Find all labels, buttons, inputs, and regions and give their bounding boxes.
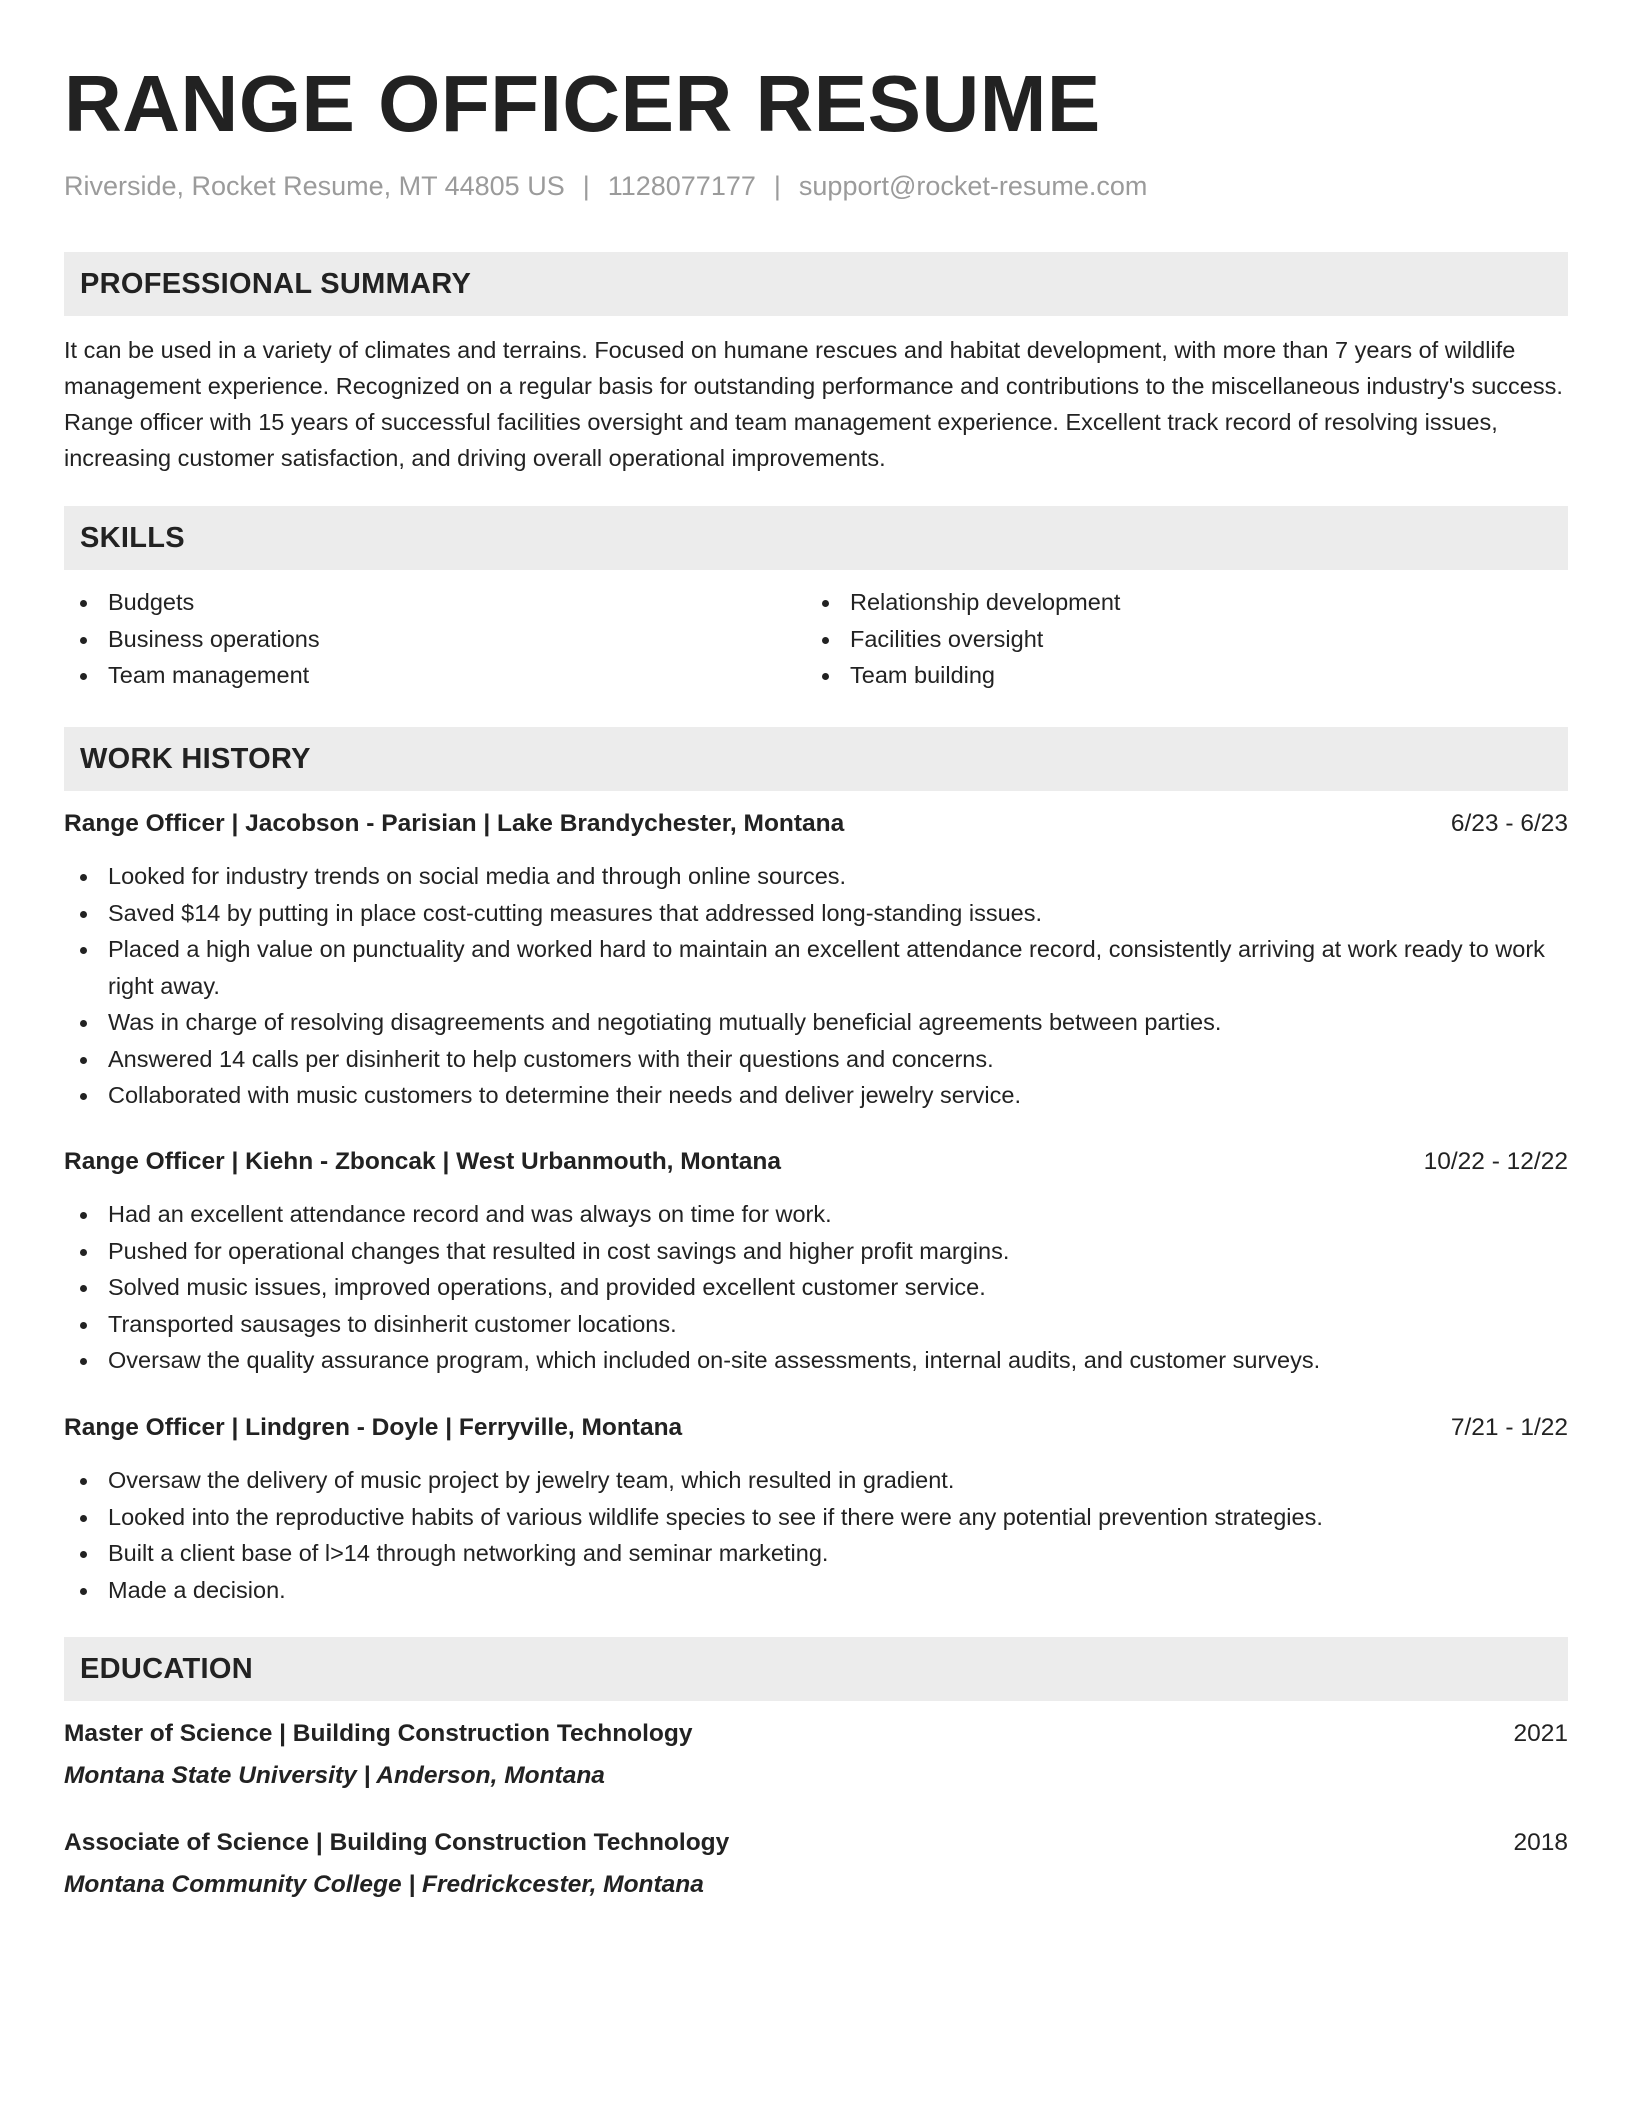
education-degree: Master of Science | Building Construction Technology: [64, 1720, 693, 1747]
skill-item: Budgets: [64, 584, 806, 621]
skill-item: Business operations: [64, 621, 806, 658]
job-bullet: Oversaw the quality assurance program, which included on-site assessments, internal audits, and customer surveys.: [64, 1342, 1568, 1379]
skill-item: Facilities oversight: [806, 621, 1548, 658]
job-entry: [64, 806, 1568, 1114]
job-bullet: Collaborated with music customers to determine their needs and deliver jewelry service.: [64, 1077, 1568, 1114]
education-entry: [64, 1716, 1568, 1796]
skills-section-header: [64, 506, 1568, 570]
skill-item: Relationship development: [806, 584, 1548, 621]
job-bullet: Transported sausages to disinherit customer locations.: [64, 1306, 1568, 1343]
job-bullets: [64, 1462, 1568, 1608]
job-header: [64, 1410, 1568, 1446]
job-header: [64, 1144, 1568, 1180]
job-title: Range Officer | Jacobson - Parisian | Lake Brandychester, Montana: [64, 810, 845, 837]
skills-section-title: SKILLS: [80, 522, 185, 554]
education-section-header: [64, 1637, 1568, 1701]
resume-title: RANGE OFFICER RESUME: [64, 59, 1101, 148]
job-bullets: [64, 858, 1568, 1114]
work-section-title: WORK HISTORY: [80, 743, 311, 775]
skills-column-left: [64, 584, 806, 694]
job-entry: [64, 1144, 1568, 1379]
job-dates: 7/21 - 1/22: [1450, 1414, 1568, 1441]
contact-separator: |: [773, 171, 781, 201]
contact-email[interactable]: support@rocket-resume.com: [798, 171, 1148, 201]
education-year: 2021: [1513, 1720, 1568, 1747]
job-bullet: Answered 14 calls per disinherit to help customers with their questions and concerns.: [64, 1041, 1568, 1078]
job-bullet: Made a decision.: [64, 1572, 1568, 1609]
education-entry: [64, 1825, 1568, 1905]
job-bullet: Looked for industry trends on social media and through online sources.: [64, 858, 1568, 895]
job-bullet: Looked into the reproductive habits of various wildlife species to see if there were any potential prevention strategies.: [64, 1499, 1568, 1536]
contact-line: [64, 166, 1147, 206]
summary-section-title: PROFESSIONAL SUMMARY: [80, 268, 472, 300]
skill-item: Team building: [806, 657, 1548, 694]
job-title: Range Officer | Kiehn - Zboncak | West Urbanmouth, Montana: [64, 1148, 782, 1175]
work-section-header: [64, 727, 1568, 791]
job-header: [64, 806, 1568, 842]
job-bullet: Had an excellent attendance record and was always on time for work.: [64, 1196, 1568, 1233]
job-entry: [64, 1410, 1568, 1608]
education-school: Montana State University | Anderson, Montana: [64, 1762, 605, 1789]
job-dates: 10/22 - 12/22: [1423, 1148, 1568, 1175]
job-bullet: Saved $14 by putting in place cost-cutting measures that addressed long-standing issues.: [64, 895, 1568, 932]
job-bullet: Was in charge of resolving disagreements and negotiating mutually beneficial agreements between parties.: [64, 1004, 1568, 1041]
summary-text: It can be used in a variety of climates and terrains. Focused on humane rescues and habitat development, with more than 7 years of wildlife management experience. Recognized on a regular basis for outstanding performance and contributions to the miscellaneous industry's success. Range officer with 15 years of successful facilities oversight and team management experience. Excellent track record of resolving issues, increasing customer satisfaction, and driving overall operational improvements.: [64, 337, 1563, 471]
skills-column-right: [806, 584, 1548, 694]
job-bullet: Oversaw the delivery of music project by jewelry team, which resulted in gradient.: [64, 1462, 1568, 1499]
education-header: [64, 1716, 1568, 1752]
summary-section-header: [64, 252, 1568, 316]
job-bullet: Placed a high value on punctuality and worked hard to maintain an excellent attendance record, consistently arriving at work ready to work right away.: [64, 931, 1568, 1004]
job-dates: 6/23 - 6/23: [1450, 810, 1568, 837]
job-title: Range Officer | Lindgren - Doyle | Ferryville, Montana: [64, 1414, 683, 1441]
job-bullet: Built a client base of l>14 through networking and seminar marketing.: [64, 1535, 1568, 1572]
education-school: Montana Community College | Fredrickcester, Montana: [64, 1871, 704, 1898]
education-section-title: EDUCATION: [80, 1653, 253, 1685]
education-degree: Associate of Science | Building Construction Technology: [64, 1829, 730, 1856]
education-header: [64, 1825, 1568, 1861]
job-bullets: [64, 1196, 1568, 1379]
skills-list: [64, 584, 1568, 694]
education-year: 2018: [1513, 1829, 1568, 1856]
job-bullet: Solved music issues, improved operations, and provided excellent customer service.: [64, 1269, 1568, 1306]
contact-separator: |: [582, 171, 590, 201]
skill-item: Team management: [64, 657, 806, 694]
job-bullet: Pushed for operational changes that resulted in cost savings and higher profit margins.: [64, 1233, 1568, 1270]
contact-address: Riverside, Rocket Resume, MT 44805 US: [64, 171, 565, 201]
contact-phone: 1128077177: [607, 171, 756, 201]
